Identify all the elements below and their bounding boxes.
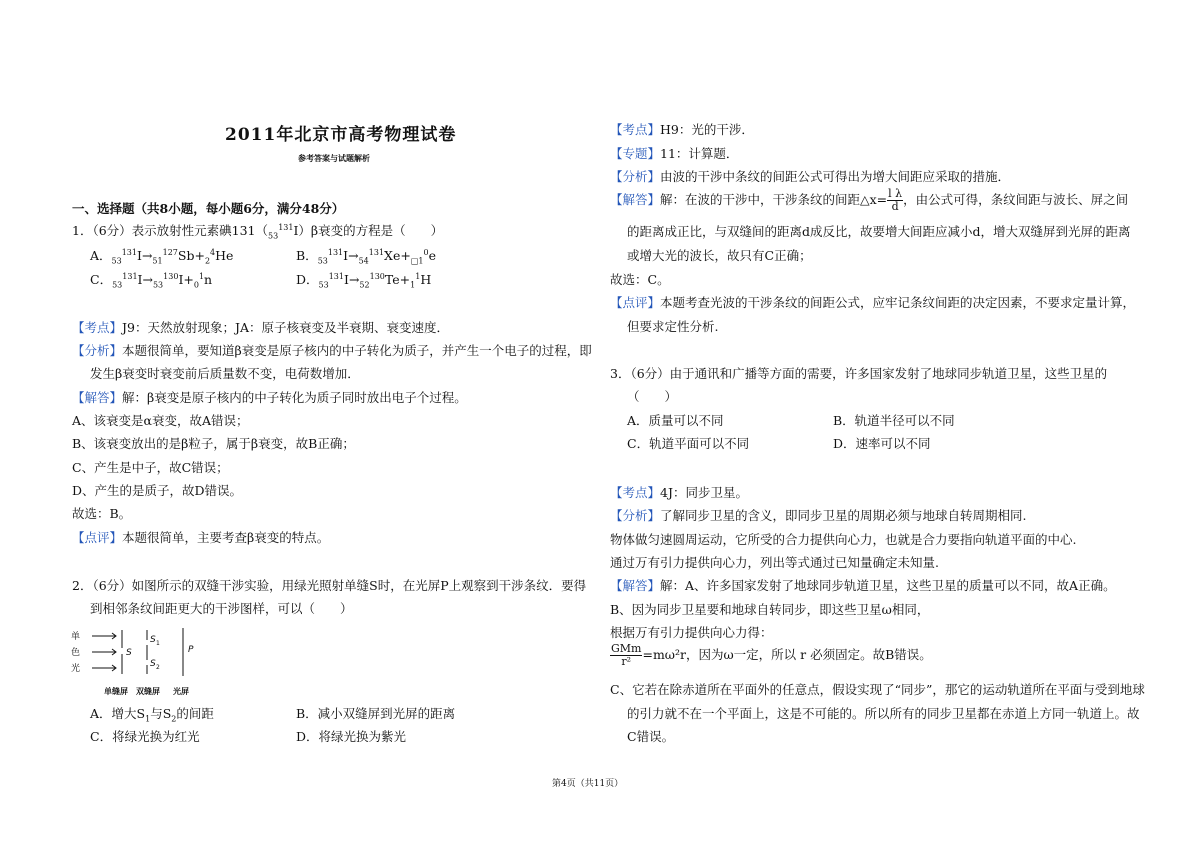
fig-p-label: P: [188, 645, 194, 655]
q2-dianping: 【点评】本题考查光波的干涉条纹的间距公式，应牢记条纹间距的决定因素，不要求定量计算，: [610, 295, 1136, 310]
q1-fenxi: 【分析】本题很简单，要知道β衰变是原子核内的中子转化为质子，并产生一个电子的过程，即: [72, 343, 592, 358]
q2-kaodian: 【考点】H9：光的干涉．: [610, 122, 754, 137]
q3-fenxi-cont-2: 通过万有引力提供向心力，列出等式通过已知量确定未知量.: [610, 555, 939, 570]
q1-stem: 1．（6分）表示放射性元素碘$131(_{53}^{131}I)\beta$衰变的方程是（ ）: [72, 222, 444, 241]
fig-s1-sub: 1: [156, 640, 160, 647]
fig-light-label-2: 色: [71, 648, 81, 658]
fig-s-label: S: [126, 648, 132, 658]
q3-jieda-d2: 的引力就不在一个平面上，这是不可能的。所以所有的同步卫星都在赤道上方同一轨道上。故: [627, 706, 1140, 721]
q3-jieda-c: 根据万有引力提供向心力得：: [610, 625, 773, 640]
q1-dianping: 【点评】本题很简单，主要考查β衰变的特点。: [72, 530, 330, 545]
q1-option-a: A．$_{53}^{131}I\to_{51}^{127}Sb+_2^4He$: [90, 247, 234, 266]
q3-option-b: B．轨道半径可以不同: [833, 413, 955, 428]
fig-s2-label: S: [150, 659, 156, 669]
fig-light-label-3: 光: [71, 664, 81, 674]
q1-fenxi-cont: 发生β衰变时衰变前后质量数不变，电荷数增加．: [90, 366, 360, 381]
double-slit-figure: [70, 628, 220, 698]
q3-kaodian: 【考点】4J：同步卫星。: [610, 485, 748, 500]
q3-jieda-eq: $\frac{\text{GMm}}{\text{r²}}=m\omega^2r$，因为ω一定，所以 r 必须固定。故B错误。: [611, 642, 932, 668]
q1-kaodian: 【考点】J9：天然放射现象；JA：原子核衰变及半衰期、衰变速度．: [72, 320, 450, 335]
q2-option-c: C．将绿光换为红光: [90, 729, 200, 744]
q2-stem: 2．（6分）如图所示的双缝干涉实验，用绿光照射单缝S时，在光屏P上观察到干涉条纹．要得: [72, 578, 587, 593]
fig-light-label-1: 单: [71, 632, 81, 642]
q1-jieda-d: D、产生的是质子，故D错误。: [72, 483, 243, 498]
q3-jieda-d3: C错误。: [627, 729, 675, 744]
q3-fenxi-cont-1: 物体做匀速圆周运动，它所受的合力提供向心力，也就是合力要指向轨道平面的中心.: [610, 532, 1077, 547]
q3-fenxi: 【分析】了解同步卫星的含义，即同步卫星的周期必须与地球自转周期相同.: [610, 508, 1027, 523]
page-title: 2011年北京市高考物理试卷: [225, 125, 457, 145]
q2-zhuanti: 【专题】11：计算题．: [610, 146, 739, 161]
page-footer: 第4页（共11页）: [552, 779, 624, 789]
q1-jieda-b: B、该衰变放出的是β粒子，属于β衰变，故B正确；: [72, 436, 355, 451]
q1-option-d: D．$_{53}^{131}I\to_{52}^{130}Te+_1^1H$: [296, 271, 432, 290]
fig-caption-double: 双缝屏: [136, 687, 160, 696]
q1-jieda-a: A、该衰变是α衰变，故A错误；: [72, 413, 249, 428]
q1-jieda: 【解答】解：β衰变是原子核内的中子转化为质子同时放出电子个过程。: [72, 390, 467, 405]
q3-stem-cont: （ ）: [627, 389, 678, 404]
q3-option-c: C．轨道平面可以不同: [627, 436, 750, 451]
fig-s2-sub: 2: [156, 664, 160, 671]
q2-option-b: B．减小双缝屏到光屏的距离: [296, 706, 456, 721]
q3-option-d: D．速率可以不同: [833, 436, 931, 451]
q2-dianping-cont: 但要求定性分析.: [627, 319, 719, 334]
q3-jieda: 【解答】解：A、许多国家发射了地球同步轨道卫星，这些卫星的质量可以不同，故A正确。: [610, 578, 1116, 593]
q3-jieda-d1: C、它若在除赤道所在平面外的任意点，假设实现了“同步”，那它的运动轨道所在平面与受到地球: [610, 682, 1145, 697]
page-subtitle: 参考答案与试题解析: [298, 153, 370, 163]
q3-option-a: A．质量可以不同: [627, 413, 724, 428]
q3-stem: 3．（6分）由于通讯和广播等方面的需要，许多国家发射了地球同步轨道卫星，这些卫星的: [610, 366, 1108, 381]
q3-jieda-b: B、因为同步卫星要和地球自转同步，即这些卫星ω相同，: [610, 602, 930, 617]
fig-caption-single: 单缝屏: [104, 687, 128, 696]
q2-answer: 故选：C。: [610, 272, 670, 287]
q2-stem-cont: 到相邻条纹间距更大的干涉图样，可以（ ）: [90, 601, 353, 616]
fringe-spacing-fraction: $\frac{\text{l λ}}{d}$: [888, 187, 903, 213]
q1-option-b: B．$_{53}^{131}I\to_{54}^{131}Xe+_{□1}^0e$: [296, 247, 436, 266]
q2-option-a: A．增大$S_1$与$S_2$的间距: [90, 706, 214, 724]
q1-option-c: C．$_{53}^{131}I\to_{53}^{130}I+_0^1n$: [90, 271, 213, 290]
q2-fenxi: 【分析】由波的干涉中条纹的间距公式可得出为增大间距应采取的措施．: [610, 169, 1011, 184]
q2-jieda-cont-2: 或增大光的波长，故只有C正确；: [627, 248, 812, 263]
q2-jieda-cont-1: 的距离成正比，与双缝间的距离d成反比，故要增大间距应减小d，增大双缝屏到光屏的距离: [627, 224, 1131, 239]
fig-s1-label: S: [150, 635, 156, 645]
fig-caption-screen: 光屏: [173, 687, 189, 696]
q1-jieda-c: C、产生是中子，故C错误；: [72, 460, 229, 475]
q2-jieda: 【解答】解：在波的干涉中，干涉条纹的间距△x= $\frac{\text{l λ}}{d}$，由公式可得，条纹间距与波长、屏之间: [610, 187, 1129, 213]
q2-option-d: D．将绿光换为紫光: [296, 729, 407, 744]
gravity-fraction: $\frac{\text{GMm}}{\text{r²}}$: [611, 642, 642, 668]
section-heading: 一、选择题（共8小题，每小题6分，满分48分）: [72, 201, 345, 216]
q1-answer: 故选：B。: [72, 506, 132, 521]
